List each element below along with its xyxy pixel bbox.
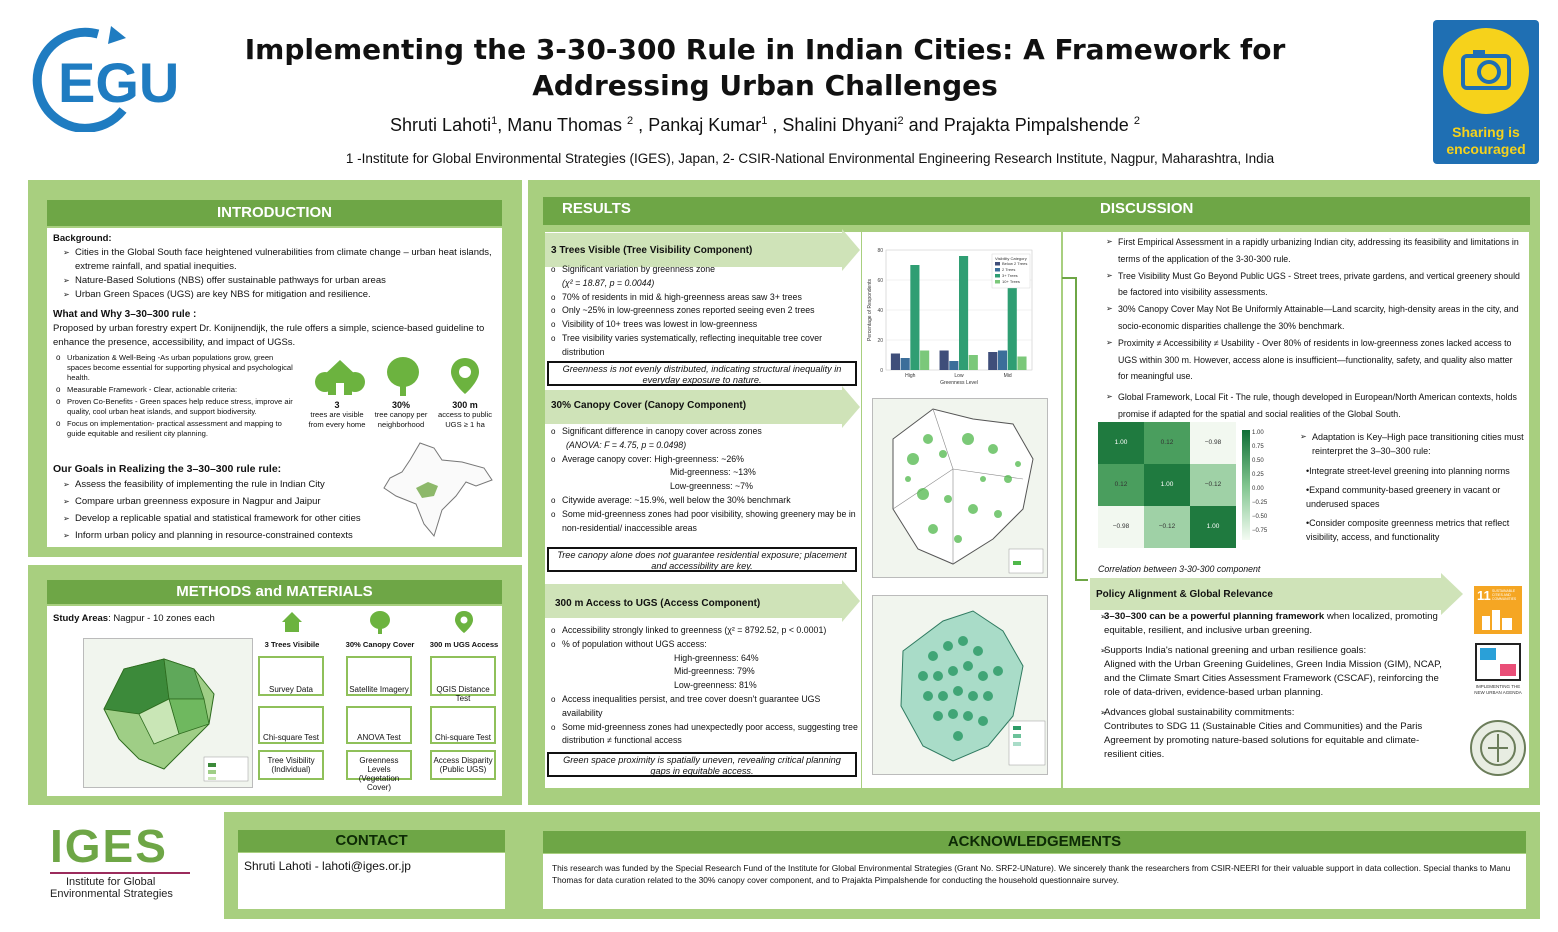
author-name: Pankaj Kumar [648,115,762,135]
heatmap-cell: −0.98 [1190,422,1236,464]
bracket-connector [1062,270,1090,590]
author-affil: 1 [761,115,768,127]
separator: , [772,115,778,135]
egu-logo-text: EGU [58,51,180,114]
icon-caption [369,400,433,430]
x-axis-label: Greenness Level [940,380,978,386]
list-item: ➢ Develop a replicable spatial and statistical framework for other cities [53,512,413,526]
discussion-list [1096,234,1521,423]
heatmap-cell: 0.12 [1144,422,1190,464]
list-item: o 70% of residents in mid & high-greenness areas saw 3+ trees [548,291,856,305]
rule-icons [305,356,495,431]
scale-label: −0.50 [1252,514,1268,520]
policy-text: Contributes to SDG 11 (Sustainable Cities and Communities) and the Paris Agreement by promoting nature-based solutions for equitable and climate-resilient cities. [1104,721,1423,760]
legend-label: 2 Trees [1002,267,1016,272]
goals-section [53,462,413,543]
method-column [424,606,504,796]
icon-number: 300 m [452,400,478,410]
list-item: ➢ Urban Green Spaces (UGS) are key NBS for mitigation and resilience. [53,288,496,302]
section-items [548,624,860,748]
author-name: Shruti Lahoti [390,115,492,135]
list-item: ➢ Inform urban policy and planning in resource-constrained contexts [53,529,413,543]
x-tick-label: Mid [1003,373,1012,379]
heatmap-cell: −0.12 [1144,506,1190,548]
x-tick-label: High [905,373,916,379]
list-item: (ANOVA: F = 4.75, p = 0.0498) [566,439,687,450]
acknowledgements-heading: ACKNOWLEDGEMENTS [543,831,1526,853]
section-title: 3 Trees Visible (Tree Visibility Component) [551,245,753,256]
method-step: Satellite Imagery [346,656,412,696]
policy-heading: Policy Alignment & Global Relevance [1096,589,1273,600]
legend-swatch [995,280,1000,284]
scale-label: 0.75 [1252,444,1264,450]
icon-caption [433,400,497,430]
poster-title [230,32,1300,104]
method-title: 3 Trees Visibile [264,640,320,649]
policy-item: ➢ Supports India's national greening and urban resilience goals: [1090,644,1448,658]
method-column [340,606,420,796]
title-line-1: Implementing the 3-30-300 Rule in Indian Cities: A Framework for [244,33,1286,66]
heatmap-cell: −0.98 [1098,506,1144,548]
policy-text: Aligned with the Urban Greening Guidelines, Green India Mission (GIM), NCAP, and the Climate Smart Cities Assessment Framework (CSCAF), reinforcing the role of data-driven, evidence-based urban planning. [1104,659,1442,698]
y-tick-label: 0 [880,368,883,374]
list-item: o Citywide average: ~15.9%, well below the 30% benchmark [548,494,856,508]
contact-text[interactable]: Shruti Lahoti - lahoti@iges.or.jp [238,853,505,909]
method-step: Chi-square Test [430,706,496,744]
list-item: ➢ Tree Visibility Must Go Beyond Public UGS - Street trees, private gardens, and vertical greenery should be factored into visibility assessments. [1096,268,1521,302]
heatmap-cell: 1.00 [1190,506,1236,548]
list-item: o Some mid-greenness zones had poor visibility, showing greenery may be in non-residential/ inaccessible areas [548,508,856,536]
author-affil: 2 [627,115,634,127]
legend-label: 3+ Trees [1002,273,1018,278]
list-item: •Integrate street-level greening into planning norms [1306,466,1510,476]
list-item: o Focus on implementation- practical assessment and mapping to guide equitable and resilient city planning. [53,419,293,439]
bar [969,355,978,370]
list-item: o Visibility of 10+ trees was lowest in low-greenness [548,318,856,332]
author-affil: 2 [897,115,904,127]
policy-list [1090,610,1448,762]
bar [910,265,919,370]
list-item: ➢ Assess the feasibility of implementing the rule in Indian City [53,478,413,492]
section-items [548,263,856,360]
bar [1017,357,1026,371]
list-item: o % of population without UGS access: [548,638,860,652]
section-title: 30% Canopy Cover (Canopy Component) [551,400,747,411]
list-item: High-greenness: 64% [674,652,759,663]
adaptation-block [1290,430,1526,544]
scale-label: 0.25 [1252,472,1264,478]
tree-icon [368,610,392,634]
policy-text: when localized, promoting equitable, resilient, and inclusive urban greening. [1104,611,1438,636]
list-item: ➢ Compare urban greenness exposure in Nagpur and Jaipur [53,495,413,509]
list-item: Low-greenness: ~7% [670,481,753,492]
results-discussion-header-band [543,197,1530,225]
policy-bold: 3–30–300 can be a powerful planning framework [1104,611,1325,622]
section-title: 300 m Access to UGS (Access Component) [555,598,761,609]
y-axis-label: Percentage of Respondents [867,279,873,341]
list-item: (χ² = 18.87, p = 0.0044) [562,277,655,288]
location-pin-icon [448,356,482,398]
section-arrow-tip [842,580,860,622]
heatmap-grid [1098,422,1238,548]
sharing-badge [1433,20,1539,164]
method-result: Greenness Levels (Vegetation Cover) [346,750,412,780]
method-step: Chi-square Test [258,706,324,744]
method-title: 30% Canopy Cover [345,640,415,649]
methods-heading: METHODS and MATERIALS [47,580,502,604]
list-item: ➢ Nature-Based Solutions (NBS) offer sustainable pathways for urban areas [53,274,496,288]
location-pin-icon [452,610,476,634]
method-column [252,606,332,796]
iges-subtitle: Institute for Global [66,876,156,888]
separator: and [908,115,939,135]
affiliations: 1 -Institute for Global Environmental Strategies (IGES), Japan, 2- CSIR-National Environmental Engineering Research Institute, Nagpur, Maharashtra, India [345,151,1275,166]
scale-label: 1.00 [1252,430,1264,436]
results-heading: RESULTS [562,200,631,217]
new-urban-agenda-logo [1472,642,1524,704]
key-finding-box: Tree canopy alone does not guarantee residential exposure; placement and accessibility are key. [547,547,857,572]
key-finding-box: Green space proximity is spatially uneven, revealing critical planning gaps in equitable access. [547,752,857,777]
section-items [548,425,856,535]
nagpur-zones-map [83,638,253,788]
scale-label: −0.25 [1252,500,1268,506]
list-item: o Measurable Framework - Clear, actionable criteria: [53,385,293,395]
y-tick-label: 60 [877,278,883,284]
study-label: Study Areas [53,613,109,624]
bar [940,351,949,371]
section-arrow-tip [842,386,860,428]
policy-item [1090,610,1448,638]
list-item: o Significant difference in canopy cover across zones [548,425,856,439]
heatmap-cell: −0.12 [1190,464,1236,506]
bar [998,351,1007,371]
legend-title: Visibility Category [995,256,1027,261]
list-item: o Only ~25% in low-greenness zones reported seeing even 2 trees [548,304,856,318]
policy-item: ➢ Advances global sustainability commitments: [1090,706,1448,720]
emblem-logo [1470,720,1526,776]
y-tick-label: 80 [877,248,883,254]
icon-text: trees are visible from every home [308,410,366,429]
legend-swatch [995,262,1000,266]
iges-logo-text: IGES [50,820,168,872]
list-item: o Urbanization & Well-Being -As urban populations grow, green spaces become essential for supporting physical and psychological health. [53,353,293,383]
sharing-text-line: encouraged [1446,141,1526,157]
author-name: Manu Thomas [507,115,622,135]
bar [988,352,997,370]
background-label: Background: [53,233,112,244]
heatmap-scale-bar [1242,430,1250,540]
method-result: Access Disparity (Public UGS) [430,750,496,780]
list-item: o Proven Co-Benefits - Green spaces help reduce stress, improve air quality, cool urban heat islands, and support biodiversity. [53,397,293,417]
city-icon [1480,608,1516,630]
study-text: : Nagpur - 10 zones each [108,613,215,624]
list-item: Low-greenness: 81% [674,680,757,691]
list-item: o Average canopy cover: High-greenness: ~26% [548,453,856,467]
list-item: Mid-greenness: ~13% [670,467,756,478]
method-step: Survey Data [258,656,324,696]
list-item: ➢ First Empirical Assessment in a rapidly urbanizing Indian city, addressing its feasibility and limitations in terms of the application of the 3-30-300 rule. [1096,234,1521,268]
author-name: Prajakta Pimpalshende [943,115,1129,135]
house-icon [315,356,365,398]
separator: , [638,115,644,135]
discussion-heading: DISCUSSION [1100,200,1194,217]
bar [959,256,968,370]
adaptation-label: ➢ Adaptation is Key–High pace transitioning cities must reinterpret the 3–30–300 rule: [1290,430,1526,458]
method-step: QGIS Distance Test [430,656,496,696]
legend-label: Below 2 Trees [1002,261,1028,266]
bar [920,351,929,371]
icon-number: 30% [391,400,410,410]
bar [901,358,910,370]
sdg11-logo [1474,586,1522,634]
author-name: Shalini Dhyani [782,115,898,135]
heatmap-cell: 1.00 [1144,464,1190,506]
what-text: Proposed by urban forestry expert Dr. Konijnendijk, the rule offers a simple, science-based guideline to enhance the presence, accessibility, and impact of UGSs. [53,323,485,348]
list-item: ➢ 30% Canopy Cover May Not Be Uniformly Attainable—Land scarcity, high-density areas in the city, and socio-economic disparities challenge the 30% benchmark. [1096,301,1521,335]
author-list [230,115,1300,136]
list-item: o Significant variation by greenness zone [548,263,856,277]
list-item: o Accessibility strongly linked to greenness (χ² = 8792.52, p < 0.0001) [548,624,860,638]
legend-swatch [995,268,1000,272]
method-title: 300 m UGS Access [429,640,499,649]
policy-arrow-tip [1441,573,1463,615]
introduction-body [47,228,502,547]
what-label: What and Why 3–30–300 rule : [53,309,197,320]
separator: , [497,115,503,135]
scale-label: 0.00 [1252,486,1264,492]
canopy-cover-map [872,398,1048,578]
legend-swatch [995,274,1000,278]
y-tick-label: 40 [877,308,883,314]
ugs-access-map [872,595,1048,775]
y-tick-label: 20 [877,338,883,344]
author-affil: 1 [491,115,498,127]
method-step: ANOVA Test [346,706,412,744]
method-result: Tree Visibility (Individual) [258,750,324,780]
list-item: ➢ Proximity ≠ Accessibility ≠ Usability - Over 80% of residents in low-greenness zones lacked access to UGS within 300 m. However, access alone is insufficient—functionality, safety, and quality also matter for meaningful use. [1096,335,1521,385]
heatmap-scale-labels [1252,426,1267,538]
sdg-text: SUSTAINABLE CITIES AND COMMUNITIES [1492,589,1517,601]
heatmap-caption: Correlation between 3-30-300 component [1098,564,1261,574]
list-item: ➢ Cities in the Global South face heightened vulnerabilities from climate change – urban heat islands, extreme rainfall, and spatial inequities. [53,246,496,274]
list-item: Mid-greenness: 79% [674,666,755,677]
house-icon [280,610,304,634]
scale-label: 0.50 [1252,458,1264,464]
tree-icon [385,356,421,398]
key-finding-box: Greenness is not evenly distributed, indicating structural inequality in everyday exposure to nature. [547,361,857,386]
heatmap-cell: 0.12 [1098,464,1144,506]
tree-visibility-bar-chart [864,236,1060,390]
heatmap-cell: 1.00 [1098,422,1144,464]
camera-icon [1443,28,1529,114]
list-item: o Tree visibility varies systematically, reflecting inequitable tree cover distribution [548,332,856,360]
correlation-heatmap [1098,422,1268,562]
scale-label: −0.75 [1252,528,1268,534]
sharing-text [1433,124,1539,158]
x-tick-label: Low [954,373,964,379]
iges-logo-rule [50,872,190,874]
bar [891,354,900,371]
nua-text: IMPLEMENTING THE NEW URBAN AGENDA [1474,684,1522,695]
author-affil: 2 [1133,115,1140,127]
icon-text: access to public UGS ≥ 1 ha [437,410,493,429]
sdg-number: 11 [1477,588,1491,603]
icon-number: 3 [334,400,340,410]
list-item: •Consider composite greenness metrics that reflect visibility, access, and functionality [1306,518,1510,542]
icon-text: tree canopy per neighborhood [374,410,428,429]
contact-heading: CONTACT [238,830,505,852]
list-item: o Some mid-greenness zones had unexpectedly poor access, suggesting tree distribution ≠ functional access [548,721,860,749]
introduction-heading: INTRODUCTION [47,200,502,226]
bar [949,361,958,370]
list-item: •Expand community-based greenery in vacant or underused spaces [1306,485,1501,509]
points-list [53,353,293,439]
egu-logo [28,22,198,132]
goals-label: Our Goals in Realizing the 3–30–300 rule rule: [53,463,282,475]
acknowledgements-text: This research was funded by the Special Research Fund of the Institute for Global Environmental Strategies (Grant No. SRF2-UNature). We sincerely thank the researchers from CSIR-NEERI for their valuable support in data collection. Special thanks to Manu Thomas for data curation related to the 30% canopy cover component, and to Prajakta Pimpalshende for conducting the household questionnaire survey. [543,854,1526,909]
legend-label: 10+ Trees [1002,279,1020,284]
iges-logo [50,822,210,912]
list-item: o Access inequalities persist, and tree cover doesn't guarantee UGS availability [548,693,860,721]
title-line-2: Addressing Urban Challenges [532,69,998,102]
icon-caption [305,400,369,430]
list-item: ➢ Global Framework, Local Fit - The rule, though developed in European/North American contexts, holds promise if adapted for the spatial and social realities of the Global South. [1096,389,1521,423]
sharing-text-line: Sharing is [1452,124,1520,140]
iges-subtitle: Environmental Strategies [50,888,173,900]
